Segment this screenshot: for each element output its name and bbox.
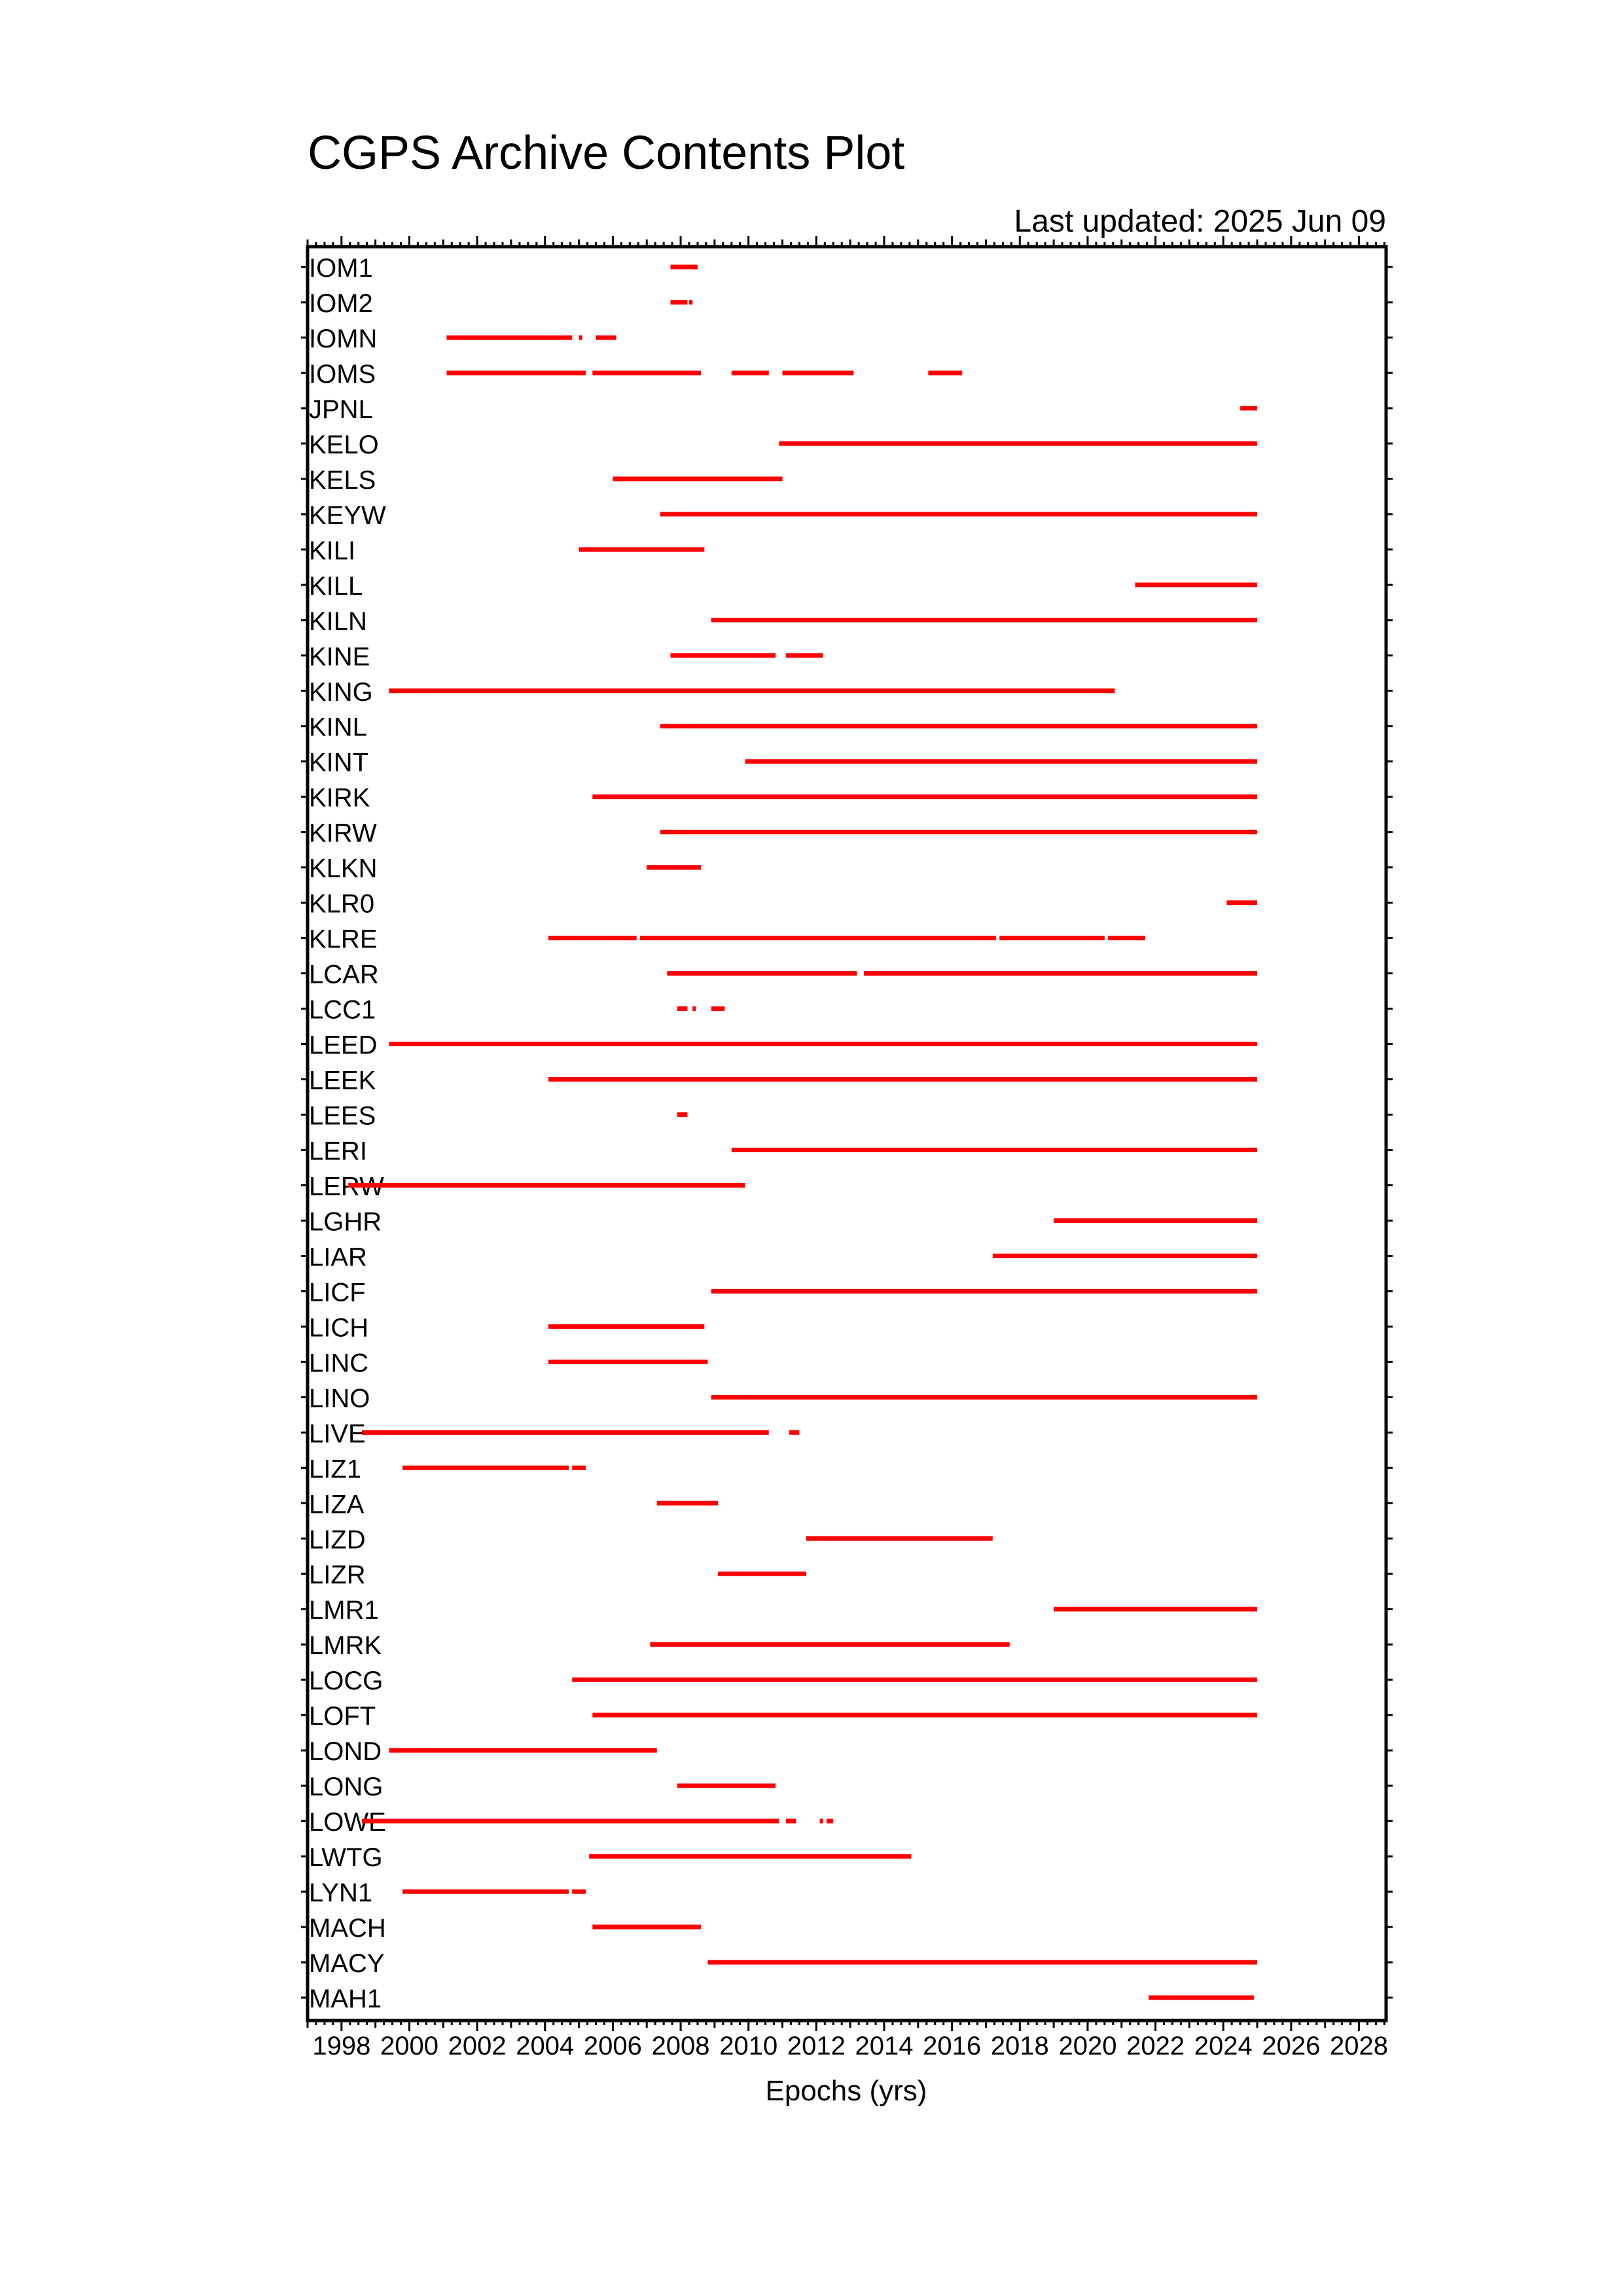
x-tick-label: 2028 [1330, 2032, 1389, 2060]
chart-title: CGPS Archive Contents Plot [308, 127, 905, 179]
station-label: LIZD [309, 1525, 366, 1555]
station-label: KINT [309, 748, 369, 777]
station-label: MACY [309, 1949, 385, 1979]
station-labels [309, 254, 386, 2013]
station-label: KIRK [309, 783, 370, 813]
station-label: LWTG [309, 1843, 383, 1873]
x-axis-ticks [301, 236, 1393, 2031]
station-label: LIZR [309, 1561, 366, 1590]
station-label: KING [309, 677, 373, 707]
station-label: LEEK [309, 1066, 376, 1095]
x-tick-label: 2018 [990, 2032, 1049, 2060]
station-label: KEYW [309, 501, 386, 530]
station-label: KLKN [309, 854, 378, 883]
x-tick-label: 2008 [651, 2032, 710, 2060]
x-tick-label: 2026 [1262, 2032, 1321, 2060]
station-label: LYN1 [309, 1879, 373, 1908]
x-axis-tick-labels [312, 2032, 1388, 2060]
station-label: LMRK [309, 1631, 382, 1661]
x-axis-label: Epochs (yrs) [765, 2075, 927, 2107]
station-label: KINL [309, 713, 367, 742]
station-label: LOFT [309, 1702, 376, 1731]
x-tick-label: 2000 [380, 2032, 438, 2060]
x-tick-label: 2020 [1058, 2032, 1117, 2060]
station-label: LOCG [309, 1667, 383, 1696]
station-label: LICF [309, 1278, 366, 1307]
station-label: LICH [309, 1313, 369, 1343]
x-tick-label: 2016 [923, 2032, 982, 2060]
station-label: LCAR [309, 960, 379, 989]
last-updated-label: Last updated: 2025 Jun 09 [1014, 204, 1386, 239]
station-label: JPNL [309, 395, 373, 424]
data-segments [348, 267, 1257, 1998]
station-label: LOND [309, 1737, 382, 1767]
station-label: LIVE [309, 1419, 366, 1449]
station-label: LEED [309, 1031, 378, 1060]
x-tick-label: 2010 [719, 2032, 778, 2060]
station-label: KIRW [309, 819, 377, 848]
station-label: LINC [309, 1349, 369, 1378]
station-label: KELS [309, 465, 376, 495]
station-label: LIZA [309, 1490, 365, 1519]
station-label: LIZ1 [309, 1455, 362, 1484]
station-label: LERW [309, 1172, 384, 1201]
x-tick-label: 2004 [516, 2032, 575, 2060]
station-label: KILN [309, 607, 367, 636]
station-label: LIAR [309, 1243, 367, 1272]
station-label: KLRE [309, 925, 378, 954]
station-label: LONG [309, 1773, 383, 1802]
x-tick-label: 2014 [855, 2032, 914, 2060]
station-label: MACH [309, 1914, 386, 1943]
station-label: LOWE [309, 1808, 386, 1837]
station-label: IOMS [309, 359, 376, 389]
station-label: IOM1 [309, 254, 373, 283]
x-tick-label: 2012 [787, 2032, 846, 2060]
station-label: IOM2 [309, 289, 373, 318]
station-label: LMR1 [309, 1596, 379, 1625]
station-label: LINO [309, 1384, 370, 1413]
station-label: LEES [309, 1101, 376, 1131]
x-tick-label: 2024 [1194, 2032, 1253, 2060]
station-label: KILL [309, 571, 363, 601]
x-tick-label: 1998 [312, 2032, 371, 2060]
station-label: KELO [309, 430, 379, 459]
x-tick-label: 2002 [448, 2032, 507, 2060]
x-tick-label: 2006 [583, 2032, 642, 2060]
station-label: IOMN [309, 324, 378, 353]
x-tick-label: 2022 [1126, 2032, 1185, 2060]
station-label: KINE [309, 642, 370, 671]
station-label: LCC1 [309, 995, 376, 1025]
station-label: MAH1 [309, 1985, 382, 2013]
station-label: KLR0 [309, 889, 375, 919]
station-label: LERI [309, 1137, 367, 1166]
station-label: KILI [309, 536, 356, 565]
station-label: LGHR [309, 1207, 382, 1237]
